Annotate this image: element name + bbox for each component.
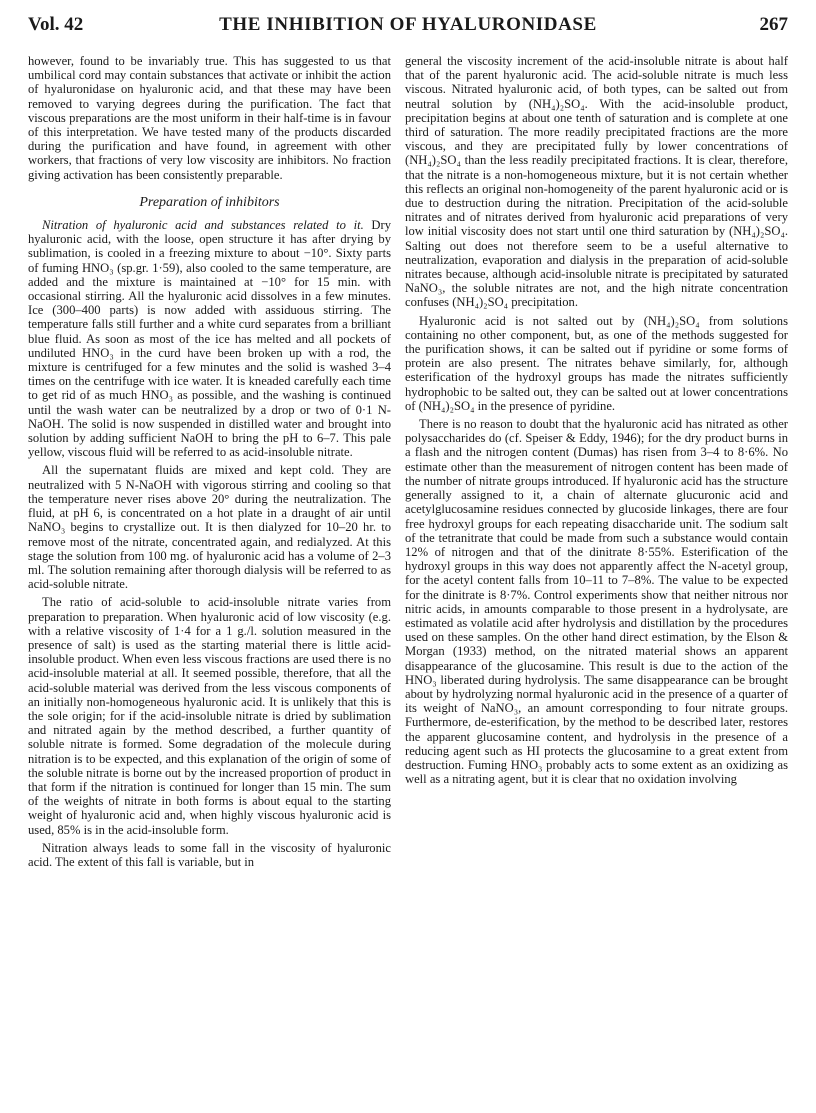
paragraph: [28, 218, 391, 459]
paragraph: The ratio of acid-soluble to acid-insoluble nitrate varies from preparation to preparation. When hyaluronic acid of low viscosity (e.g. with a relative viscosity of 1·4 for a 1 g./l. solution measured in the presence of salt) is used as the starting material there is little acid-insoluble product. When even less viscous fractions are used there is no acid-insoluble material at all. It seemed possible, therefore, that all the acid-soluble material was derived from the less viscous components of an initially non-homogeneous hyaluronic acid. It is unlikely that this is the sole origin; for if the acid-insoluble nitrate is dried by sublimation and nitrated again by the method described, a further quantity of soluble nitrate is formed. Some degradation of the molecule during nitration is to be expected, and this explanation of the origin of some of the soluble nitrate is borne out by the increased proportion of product in that form if the nitration is continued for longer than 15 min. The sum of the weights of nitrate in both forms is about equal to the starting weight of hyaluronic acid and, when highly viscous hyaluronic acid is used, 85% is in the acid-insoluble form.: [28, 595, 391, 837]
right-column: [405, 54, 788, 786]
volume-label: Vol. 42: [28, 14, 84, 35]
paragraph: All the supernatant fluids are mixed and kept cold. They are neutralized with 5 N-NaOH with vigorous stirring and cooling so that the temperature never rises above 20° during the neutralization. The fluid, at pH 6, is concentrated on a hot plate in a draught of air until NaNO₃ begins to crystallize out. It is then dialyzed for 10–20 hr. to remove most of the nitrate, concentrated again, and redialyzed. At this stage the solution from 100 mg. of hyaluronic acid has a volume of 2–3 ml. The solution remaining after thorough dialysis will be referred to as acid-soluble nitrate.: [28, 463, 391, 592]
running-header: [28, 14, 788, 38]
page-number: 267: [759, 14, 788, 35]
paragraph: Nitration always leads to some fall in the viscosity of hyaluronic acid. The extent of this fall is variable, but in: [28, 840, 391, 869]
running-title: THE INHIBITION OF HYALURONIDASE: [219, 14, 597, 35]
left-column: [28, 54, 391, 869]
paragraph: There is no reason to doubt that the hyaluronic acid has nitrated as other polysaccharides do (cf. Speiser & Eddy, 1946); for the dry product burns in a flash and the nitrogen content (Dumas) has risen from 3–4 to 8·6%. No estimate other than the measurement of nitrogen content has been made of the number of nitrate groups introduced. If hyaluronic acid has the structure generally assigned to it, a chain of alternate glucuronic acid and acetylglucosamine residues connected by glucoside linkages, there are four free hydroxyl groups for each repeating disaccharide unit. The sodium salt of the tetranitrate that could be made from such a substance would contain 12% of nitrogen and that of the dinitrate 8·55%. Esterification of the hydroxyl groups in this way does not apparently affect the N-acetyl group, for the acetyl content falls from 10–11 to 7–8%. The value to be expected for the dinitrate is 8·7%. Control experiments show that neither nitrous nor nitric acids, in amounts comparable to those present in a hydrolysate, are estimated as volatile acid after hydrolysis and distillation by the procedures used on these samples. On the other hand direct estimation, by the Elson & Morgan (1933) method, on the nitrated material shows an apparent disappearance of the glucosamine. This result is due to the action of the HNO₃ liberated during hydrolysis. The same disappearance can be brought about by hydrolyzing normal hyaluronic acid in the presence of a quarter of its weight of NaNO₃, an amount corresponding to four nitrate groups. Furthermore, de-esterification, by the method to be described later, restores the apparent glucosamine content, and hydrolysis in the presence of a reducing agent such as HI protects the glucosamine to a great extent from destruction. Fuming HNO₃ probably acts to some extent as an oxidizing as well as a nitrating agent, but it is clear that no oxidation involving: [405, 417, 788, 787]
run-in-heading: Nitration of hyaluronic acid and substances related to it.: [42, 218, 364, 233]
paragraph: however, found to be invariably true. This has suggested to us that umbilical cord may contain substances that activate or inhibit the action of hyaluronidase on hyaluronic acid, and that these may have been removed to varying degrees during the purification. The fact that viscous preparations are the most uniform in their half-time is in favour of this interpretation. We have tested many of the products discarded during the purification and have found, in agreement with other workers, that fractions of very low viscosity are inhibitors. No fraction giving activation has been consistently preparable.: [28, 54, 391, 182]
section-heading: Preparation of inhibitors: [139, 194, 280, 210]
paragraph: Hyaluronic acid is not salted out by (NH₄)₂SO₄ from solutions containing no other component, but, as one of the methods suggested for the purification shows, it can be salted out if pyridine or some forms of protein are also present. The nitrates behave similarly, for, although esterification of the hydroxyl groups has made the nitrates sufficiently hydrophobic to be salted out, they can be salted out at lower concentrations of (NH₄)₂SO₄ in the presence of pyridine.: [405, 313, 788, 413]
paragraph: general the viscosity increment of the acid-insoluble nitrate is about half that of the parent hyaluronic acid. The acid-soluble nitrate is much less viscous. Nitrated hyaluronic acid, of both types, can be salted out from neutral solution by (NH₄)₂SO₄. With the acid-insoluble product, precipitation begins at about one tenth of saturation and is complete at one third of saturation. The more readily precipitated fractions are the more viscous, and they are precipitated fully by lower concentrations of (NH₄)₂SO₄ than the less readily precipitated fractions. It is clear, therefore, that the nitrate is a non-homogeneous mixture, but it is not certain whether this reflects an original non-homogeneity of the parent hyaluronic acid or is due to destruction during the nitration. Precipitation of the acid-soluble nitrates and of nitrates derived from hyaluronic acid preparations of very low initial viscosity does not start until one third saturation by (NH₄)₂SO₄. Salting out does not therefore seem to be a useful alternative to neutralization, evaporation and dialysis in the preparation of acid-soluble nitrates because, although acid-insoluble nitrate is precipitated by saturated NaNO₃, the soluble nitrates are not, and the high nitrate concentration confuses (NH₄)₂SO₄ precipitation.: [405, 54, 788, 310]
paragraph-text: Dry hyaluronic acid, with the loose, open structure it has after drying by sublimation, is cooled in a freezing mixture to about −10°. Sixty parts of fuming HNO₃ (sp.gr. 1·59), also cooled to the same temperature, are added and the mixture is maintained at −10° for 15 min. with occasional stirring. All the hyaluronic acid dissolves in a few minutes. Ice (300–400 parts) is now added with assiduous stirring. The temperature falls still further and a white curd separates from a brilliant blue fluid. As soon as most of the ice has melted and all pockets of undiluted HNO₃ in the curd have been broken up with a rod, the mixture is centrifuged for a few minutes and the solid is washed 3–4 times on the centrifuge with ice water. It is kneaded carefully each time to get rid of as much HNO₃ as possible, and the washing is continued until the wash water can be neutralized by a drop or two of 0·1 N-NaOH. The solid is now suspended in distilled water and brought into solution by adding sufficient NaOH to bring the pH to 6–7. This pale yellow, viscous fluid will be referred to as acid-insoluble nitrate.: [28, 218, 391, 460]
